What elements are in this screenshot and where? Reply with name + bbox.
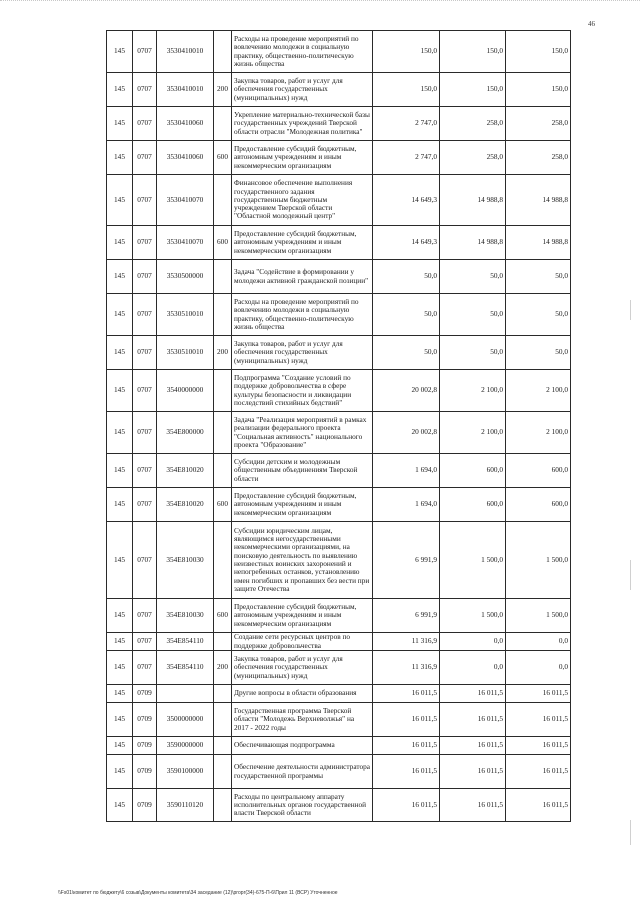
- cell-amount-3: 0,0: [506, 633, 571, 651]
- cell-amount-1: 2 747,0: [373, 141, 440, 175]
- cell-target-code: 3590100000: [157, 755, 214, 789]
- cell-section-code: 0707: [133, 651, 157, 685]
- cell-admin-code: 145: [107, 737, 133, 755]
- cell-description: Обеспечение деятельности администратора государственной программы: [232, 755, 373, 789]
- cell-amount-2: 0,0: [440, 651, 506, 685]
- cell-amount-1: 50,0: [373, 260, 440, 294]
- cell-amount-3: 0,0: [506, 651, 571, 685]
- cell-target-code: 3530510010: [157, 336, 214, 370]
- cell-expense-type: 200: [214, 651, 232, 685]
- scan-edge-mark: [630, 820, 631, 845]
- budget-table-body: [107, 31, 571, 822]
- cell-section-code: 0707: [133, 73, 157, 107]
- cell-expense-type: [214, 412, 232, 454]
- cell-amount-1: 14 649,3: [373, 175, 440, 226]
- cell-amount-1: 16 011,5: [373, 755, 440, 789]
- cell-expense-type: [214, 522, 232, 599]
- cell-amount-2: 16 011,5: [440, 789, 506, 822]
- table-row: [107, 141, 571, 175]
- cell-amount-1: 1 694,0: [373, 454, 440, 488]
- cell-amount-3: 16 011,5: [506, 703, 571, 737]
- cell-admin-code: 145: [107, 755, 133, 789]
- cell-expense-type: 200: [214, 73, 232, 107]
- cell-amount-1: 20 002,8: [373, 412, 440, 454]
- table-row: [107, 412, 571, 454]
- cell-description: Другие вопросы в области образования: [232, 685, 373, 703]
- scan-edge-mark: [630, 560, 631, 590]
- cell-amount-2: 600,0: [440, 454, 506, 488]
- cell-target-code: 3540000000: [157, 370, 214, 412]
- cell-amount-2: 16 011,5: [440, 737, 506, 755]
- cell-expense-type: [214, 175, 232, 226]
- cell-amount-3: 150,0: [506, 31, 571, 73]
- cell-amount-1: 1 694,0: [373, 488, 440, 522]
- cell-section-code: 0709: [133, 755, 157, 789]
- table-row: [107, 685, 571, 703]
- cell-amount-1: 14 649,3: [373, 226, 440, 260]
- cell-expense-type: [214, 370, 232, 412]
- cell-section-code: 0709: [133, 703, 157, 737]
- cell-section-code: 0707: [133, 294, 157, 336]
- cell-description: Укрепление материально-технической базы государственных учреждений Тверской области отрасли "Молодежная политика": [232, 107, 373, 141]
- cell-section-code: 0707: [133, 107, 157, 141]
- cell-amount-1: 50,0: [373, 336, 440, 370]
- cell-admin-code: 145: [107, 175, 133, 226]
- cell-amount-3: 16 011,5: [506, 685, 571, 703]
- cell-description: Создание сети ресурсных центров по поддержке добровольчества: [232, 633, 373, 651]
- cell-section-code: 0709: [133, 789, 157, 822]
- cell-description: Предоставление субсидий бюджетным, автономным учреждениям и иным некоммерческим организациям: [232, 488, 373, 522]
- cell-amount-3: 14 988,8: [506, 226, 571, 260]
- cell-admin-code: 145: [107, 31, 133, 73]
- cell-target-code: 3530510010: [157, 294, 214, 336]
- cell-amount-2: 258,0: [440, 141, 506, 175]
- cell-amount-2: 16 011,5: [440, 755, 506, 789]
- cell-amount-1: 16 011,5: [373, 703, 440, 737]
- cell-amount-1: 16 011,5: [373, 789, 440, 822]
- cell-amount-2: 0,0: [440, 633, 506, 651]
- cell-section-code: 0707: [133, 633, 157, 651]
- cell-target-code: 354Е800000: [157, 412, 214, 454]
- cell-admin-code: 145: [107, 454, 133, 488]
- cell-target-code: 3530410010: [157, 31, 214, 73]
- cell-target-code: 3530410010: [157, 73, 214, 107]
- cell-section-code: 0707: [133, 226, 157, 260]
- cell-amount-1: 2 747,0: [373, 107, 440, 141]
- cell-target-code: 354Е854110: [157, 633, 214, 651]
- cell-description: Расходы на проведение мероприятий по вовлечению молодежи в социальную практику, общественно-политическую жизнь общества: [232, 31, 373, 73]
- cell-admin-code: 145: [107, 651, 133, 685]
- cell-target-code: 354Е854110: [157, 651, 214, 685]
- cell-admin-code: 145: [107, 370, 133, 412]
- cell-expense-type: [214, 31, 232, 73]
- cell-admin-code: 145: [107, 336, 133, 370]
- cell-admin-code: 145: [107, 703, 133, 737]
- cell-expense-type: 600: [214, 141, 232, 175]
- cell-admin-code: 145: [107, 73, 133, 107]
- table-row: [107, 755, 571, 789]
- table-row: [107, 633, 571, 651]
- cell-description: Предоставление субсидий бюджетным, автономным учреждениям и иным некоммерческим организациям: [232, 226, 373, 260]
- cell-amount-1: 11 316,9: [373, 633, 440, 651]
- cell-amount-1: 16 011,5: [373, 685, 440, 703]
- cell-section-code: 0707: [133, 141, 157, 175]
- cell-section-code: 0707: [133, 522, 157, 599]
- cell-amount-1: 150,0: [373, 31, 440, 73]
- table-row: [107, 789, 571, 822]
- cell-section-code: 0709: [133, 737, 157, 755]
- cell-admin-code: 145: [107, 260, 133, 294]
- cell-amount-3: 150,0: [506, 73, 571, 107]
- cell-admin-code: 145: [107, 599, 133, 633]
- cell-target-code: 3530410060: [157, 141, 214, 175]
- cell-amount-2: 150,0: [440, 31, 506, 73]
- cell-amount-3: 16 011,5: [506, 789, 571, 822]
- cell-description: Субсидии юридическим лицам, являющимся негосударственными некоммерческими организациями, на поисковую деятельность по выявлению неизвестных воинских захоронений и непогребенных останков, установлению имен погибших и пропавших без вести при защите Отечества: [232, 522, 373, 599]
- cell-amount-2: 1 500,0: [440, 522, 506, 599]
- cell-section-code: 0707: [133, 488, 157, 522]
- cell-amount-2: 14 988,8: [440, 226, 506, 260]
- cell-target-code: 3530410060: [157, 107, 214, 141]
- cell-amount-3: 258,0: [506, 141, 571, 175]
- cell-target-code: 354Е810030: [157, 599, 214, 633]
- cell-target-code: 354Е810030: [157, 522, 214, 599]
- cell-admin-code: 145: [107, 226, 133, 260]
- cell-admin-code: 145: [107, 107, 133, 141]
- cell-amount-2: 150,0: [440, 73, 506, 107]
- table-row: [107, 737, 571, 755]
- cell-amount-2: 1 500,0: [440, 599, 506, 633]
- cell-amount-2: 600,0: [440, 488, 506, 522]
- cell-section-code: 0707: [133, 370, 157, 412]
- cell-description: Расходы по центральному аппарату исполнительных органов государственной власти Тверской области: [232, 789, 373, 822]
- table-row: [107, 226, 571, 260]
- cell-section-code: 0707: [133, 454, 157, 488]
- scan-top-border: [0, 0, 640, 7]
- cell-section-code: 0707: [133, 175, 157, 226]
- footer-file-path: \\Fs01\комитет по бюджету\6 созыв\Документы комитета\34 заседание (12)\ргорг(34)-675-П-6\Прил 11 (ВСР) Уточненное: [58, 890, 338, 896]
- cell-amount-3: 16 011,5: [506, 755, 571, 789]
- cell-target-code: 3530410070: [157, 226, 214, 260]
- cell-target-code: 3500000000: [157, 703, 214, 737]
- cell-amount-1: 50,0: [373, 294, 440, 336]
- cell-admin-code: 145: [107, 141, 133, 175]
- cell-expense-type: 200: [214, 336, 232, 370]
- cell-expense-type: [214, 685, 232, 703]
- table-row: [107, 370, 571, 412]
- cell-amount-1: 150,0: [373, 73, 440, 107]
- cell-description: Обеспечивающая подпрограмма: [232, 737, 373, 755]
- cell-section-code: 0707: [133, 260, 157, 294]
- cell-amount-2: 2 100,0: [440, 412, 506, 454]
- cell-amount-3: 600,0: [506, 454, 571, 488]
- cell-target-code: 3530410070: [157, 175, 214, 226]
- cell-description: Предоставление субсидий бюджетным, автономным учреждениям и иным некоммерческим организациям: [232, 141, 373, 175]
- cell-amount-2: 16 011,5: [440, 685, 506, 703]
- cell-amount-1: 6 991,9: [373, 522, 440, 599]
- table-row: [107, 336, 571, 370]
- table-row: [107, 488, 571, 522]
- cell-expense-type: [214, 755, 232, 789]
- scan-edge-mark: [630, 300, 631, 320]
- cell-amount-1: 16 011,5: [373, 737, 440, 755]
- cell-target-code: 354Е810020: [157, 488, 214, 522]
- cell-amount-2: 258,0: [440, 107, 506, 141]
- cell-amount-3: 14 988,8: [506, 175, 571, 226]
- cell-description: Расходы на проведение мероприятий по вовлечению молодежи в социальную практику, общественно-политическую жизнь общества: [232, 294, 373, 336]
- cell-admin-code: 145: [107, 685, 133, 703]
- cell-admin-code: 145: [107, 789, 133, 822]
- cell-description: Закупка товаров, работ и услуг для обеспечения государственных (муниципальных) нужд: [232, 336, 373, 370]
- cell-amount-3: 2 100,0: [506, 412, 571, 454]
- cell-amount-1: 20 002,8: [373, 370, 440, 412]
- cell-description: Государственная программа Тверской области "Молодежь Верхневолжья" на 2017 - 2022 годы: [232, 703, 373, 737]
- cell-target-code: 3590110120: [157, 789, 214, 822]
- cell-description: Закупка товаров, работ и услуг для обеспечения государственных (муниципальных) нужд: [232, 73, 373, 107]
- cell-expense-type: 600: [214, 488, 232, 522]
- cell-amount-3: 258,0: [506, 107, 571, 141]
- table-row: [107, 522, 571, 599]
- cell-section-code: 0707: [133, 336, 157, 370]
- cell-description: Финансовое обеспечение выполнения государственного задания государственным бюджетным учреждением Тверской области "Областной молодежный центр": [232, 175, 373, 226]
- cell-description: Задача "Содействие в формировании у молодежи активной гражданской позиции": [232, 260, 373, 294]
- cell-description: Подпрограмма "Создание условий по поддержке добровольчества в сфере культуры безопасности и ликвидации последствий стихийных бедствий": [232, 370, 373, 412]
- cell-target-code: [157, 685, 214, 703]
- table-row: [107, 454, 571, 488]
- cell-amount-3: 16 011,5: [506, 737, 571, 755]
- cell-amount-3: 50,0: [506, 294, 571, 336]
- cell-amount-2: 2 100,0: [440, 370, 506, 412]
- cell-expense-type: [214, 703, 232, 737]
- table-row: [107, 703, 571, 737]
- cell-amount-3: 50,0: [506, 260, 571, 294]
- cell-description: Предоставление субсидий бюджетным, автономным учреждениям и иным некоммерческим организациям: [232, 599, 373, 633]
- cell-admin-code: 145: [107, 412, 133, 454]
- table-row: [107, 294, 571, 336]
- cell-expense-type: 600: [214, 226, 232, 260]
- table-row: [107, 31, 571, 73]
- cell-section-code: 0709: [133, 685, 157, 703]
- table-row: [107, 73, 571, 107]
- cell-description: Субсидии детским и молодежным общественным объединениям Тверской области: [232, 454, 373, 488]
- table-row: [107, 260, 571, 294]
- cell-section-code: 0707: [133, 599, 157, 633]
- cell-amount-2: 14 988,8: [440, 175, 506, 226]
- cell-amount-3: 600,0: [506, 488, 571, 522]
- table-row: [107, 599, 571, 633]
- cell-admin-code: 145: [107, 294, 133, 336]
- cell-amount-1: 6 991,9: [373, 599, 440, 633]
- table-row: [107, 175, 571, 226]
- cell-admin-code: 145: [107, 522, 133, 599]
- cell-amount-2: 16 011,5: [440, 703, 506, 737]
- cell-amount-3: 1 500,0: [506, 599, 571, 633]
- table-row: [107, 107, 571, 141]
- cell-admin-code: 145: [107, 488, 133, 522]
- cell-section-code: 0707: [133, 412, 157, 454]
- cell-description: Задача "Реализация мероприятий в рамках реализации федерального проекта "Социальная активность" национального проекта "Образование": [232, 412, 373, 454]
- cell-amount-3: 50,0: [506, 336, 571, 370]
- cell-expense-type: [214, 737, 232, 755]
- cell-target-code: 3590000000: [157, 737, 214, 755]
- cell-amount-1: 11 316,9: [373, 651, 440, 685]
- cell-expense-type: [214, 107, 232, 141]
- cell-expense-type: [214, 260, 232, 294]
- page-number: 46: [588, 20, 595, 28]
- cell-target-code: 354Е810020: [157, 454, 214, 488]
- cell-amount-2: 50,0: [440, 260, 506, 294]
- cell-expense-type: [214, 454, 232, 488]
- budget-table: [106, 30, 571, 822]
- cell-admin-code: 145: [107, 633, 133, 651]
- cell-amount-2: 50,0: [440, 294, 506, 336]
- cell-amount-3: 2 100,0: [506, 370, 571, 412]
- cell-amount-2: 50,0: [440, 336, 506, 370]
- cell-expense-type: [214, 789, 232, 822]
- cell-amount-3: 1 500,0: [506, 522, 571, 599]
- table-row: [107, 651, 571, 685]
- cell-target-code: 3530500000: [157, 260, 214, 294]
- cell-expense-type: [214, 294, 232, 336]
- cell-expense-type: [214, 633, 232, 651]
- cell-expense-type: 600: [214, 599, 232, 633]
- cell-description: Закупка товаров, работ и услуг для обеспечения государственных (муниципальных) нужд: [232, 651, 373, 685]
- cell-section-code: 0707: [133, 31, 157, 73]
